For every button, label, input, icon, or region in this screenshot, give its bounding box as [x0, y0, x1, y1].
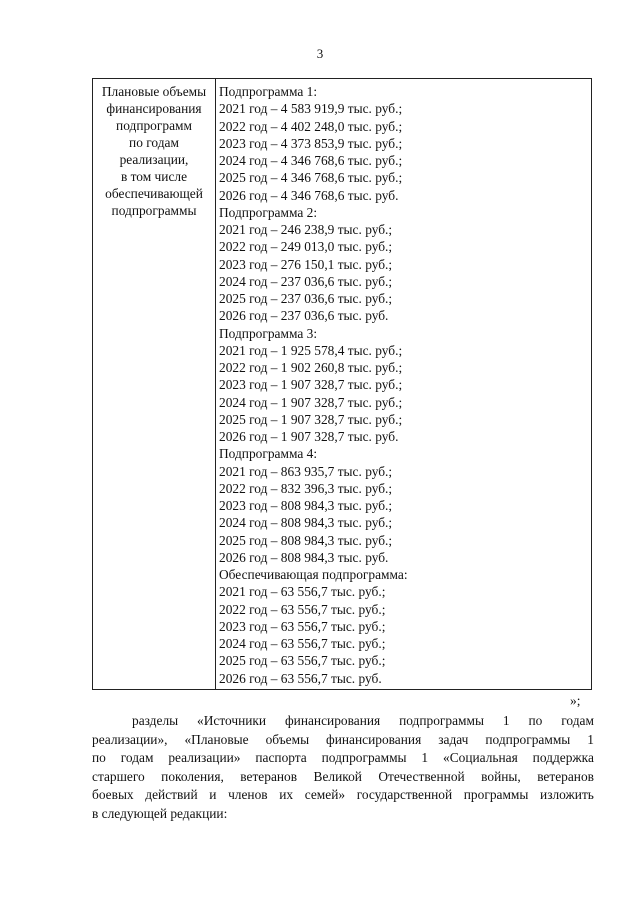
funding-line: 2023 год – 63 556,7 тыс. руб.; — [219, 618, 386, 634]
funding-line: 2026 год – 63 556,7 тыс. руб. — [219, 670, 382, 686]
funding-line: 2024 год – 4 346 768,6 тыс. руб.; — [219, 153, 403, 168]
word: 1 — [421, 750, 429, 766]
label-line: по годам — [129, 135, 179, 150]
funding-line: 2022 год – 832 396,3 тыс. руб.; — [219, 480, 393, 496]
funding-line: Подпрограмма 1: — [219, 84, 318, 99]
funding-line: 2021 год – 863 935,7 тыс. руб.; — [219, 463, 393, 479]
word: годам — [120, 750, 154, 766]
word: подпрограммы — [399, 713, 484, 728]
word: по — [92, 750, 106, 766]
word: 1 — [587, 731, 594, 747]
funding-line: 2025 год – 237 036,6 тыс. руб.; — [219, 291, 393, 306]
funding-line: Подпрограмма 3: — [219, 325, 318, 341]
word: ветеранов — [537, 768, 594, 784]
funding-line: 2025 год – 808 984,3 тыс. руб.; — [219, 532, 393, 548]
word: объемы — [265, 731, 310, 747]
word: поколения, — [161, 768, 224, 784]
label-line: финансирования — [106, 101, 202, 116]
label-line: подпрограммы — [111, 203, 197, 218]
label-line: в том числе — [120, 169, 188, 184]
funding-line: 2023 год – 276 150,1 тыс. руб.; — [219, 256, 393, 272]
funding-line: 2024 год – 63 556,7 тыс. руб.; — [219, 636, 386, 651]
table-label-cell — [93, 83, 215, 219]
paragraph-line: в следующей редакции: — [92, 805, 228, 821]
word: паспорта — [255, 750, 307, 766]
label-line: обеспечивающей — [105, 186, 203, 201]
word: поддержка — [532, 750, 594, 766]
word: разделы — [132, 713, 179, 728]
funding-line: Подпрограмма 2: — [219, 204, 318, 220]
word: государственной — [356, 787, 453, 803]
funding-line: 2026 год – 808 984,3 тыс. руб. — [219, 549, 389, 565]
word: «Плановые — [184, 731, 249, 747]
paragraph-line — [92, 768, 594, 787]
funding-line: 2022 год – 4 402 248,0 тыс. руб.; — [219, 118, 403, 134]
funding-line: Обеспечивающая подпрограмма: — [219, 567, 408, 582]
table-values-cell — [219, 83, 589, 687]
funding-line: 2023 год – 1 907 328,7 тыс. руб.; — [219, 377, 403, 393]
word: войны, — [481, 768, 521, 784]
word: старшего — [92, 768, 145, 784]
closing-quote-mark: »; — [570, 693, 581, 708]
paragraph-line — [92, 731, 594, 750]
funding-line: 2025 год – 4 346 768,6 тыс. руб.; — [219, 170, 403, 186]
word: по — [528, 713, 543, 728]
table-column-divider — [215, 79, 216, 689]
funding-line: 2022 год – 1 902 260,8 тыс. руб.; — [219, 360, 403, 375]
funding-line: Подпрограмма 4: — [219, 446, 318, 462]
word: изложить — [540, 787, 594, 803]
word: членов — [228, 787, 268, 803]
funding-line: 2023 год – 4 373 853,9 тыс. руб.; — [219, 135, 403, 151]
label-line: реализации, — [119, 152, 189, 167]
funding-line: 2025 год – 1 907 328,7 тыс. руб.; — [219, 411, 403, 427]
word: программы — [463, 787, 529, 803]
word: ветеранов — [240, 768, 298, 784]
funding-line: 2024 год – 1 907 328,7 тыс. руб.; — [219, 394, 403, 410]
financing-table — [92, 78, 592, 690]
word: их — [279, 787, 294, 803]
funding-line: 2021 год – 1 925 578,4 тыс. руб.; — [219, 342, 403, 358]
funding-line: 2022 год – 249 013,0 тыс. руб.; — [219, 239, 393, 255]
word: «Источники — [197, 713, 267, 728]
word: семей» — [304, 787, 346, 803]
word: действий — [145, 787, 198, 803]
funding-line: 2026 год – 1 907 328,7 тыс. руб. — [219, 429, 399, 444]
label-line: Плановые объемы — [101, 84, 207, 99]
word: подпрограммы — [485, 731, 571, 747]
word: Отечественной — [378, 768, 465, 784]
funding-line: 2026 год – 4 346 768,6 тыс. руб. — [219, 187, 399, 203]
funding-line: 2024 год – 808 984,3 тыс. руб.; — [219, 515, 393, 531]
word: Великой — [313, 768, 362, 784]
word: и — [209, 787, 217, 803]
word: боевых — [92, 787, 134, 803]
word: годам — [561, 713, 594, 728]
word: финансирования — [326, 731, 422, 747]
funding-line: 2021 год – 63 556,7 тыс. руб.; — [219, 584, 386, 600]
word: реализации», — [92, 731, 168, 747]
label-line: подпрограмм — [116, 118, 192, 133]
word: 1 — [502, 713, 510, 728]
page-number: 3 — [316, 46, 324, 61]
word: «Социальная — [443, 750, 518, 766]
paragraph-line — [92, 712, 594, 731]
word: задач — [438, 731, 469, 747]
funding-line: 2021 год – 246 238,9 тыс. руб.; — [219, 222, 393, 237]
paragraph-line — [92, 786, 594, 805]
funding-line: 2026 год – 237 036,6 тыс. руб. — [219, 308, 389, 324]
funding-line: 2024 год – 237 036,6 тыс. руб.; — [219, 273, 393, 289]
word: реализации» — [168, 750, 241, 766]
word: подпрограммы — [321, 750, 407, 766]
body-paragraph — [92, 712, 594, 824]
funding-line: 2021 год – 4 583 919,9 тыс. руб.; — [219, 101, 403, 117]
funding-line: 2022 год – 63 556,7 тыс. руб.; — [219, 601, 386, 617]
paragraph-line — [92, 749, 594, 768]
word: финансирования — [284, 713, 381, 728]
funding-line: 2025 год – 63 556,7 тыс. руб.; — [219, 653, 386, 669]
funding-line: 2023 год – 808 984,3 тыс. руб.; — [219, 498, 393, 513]
